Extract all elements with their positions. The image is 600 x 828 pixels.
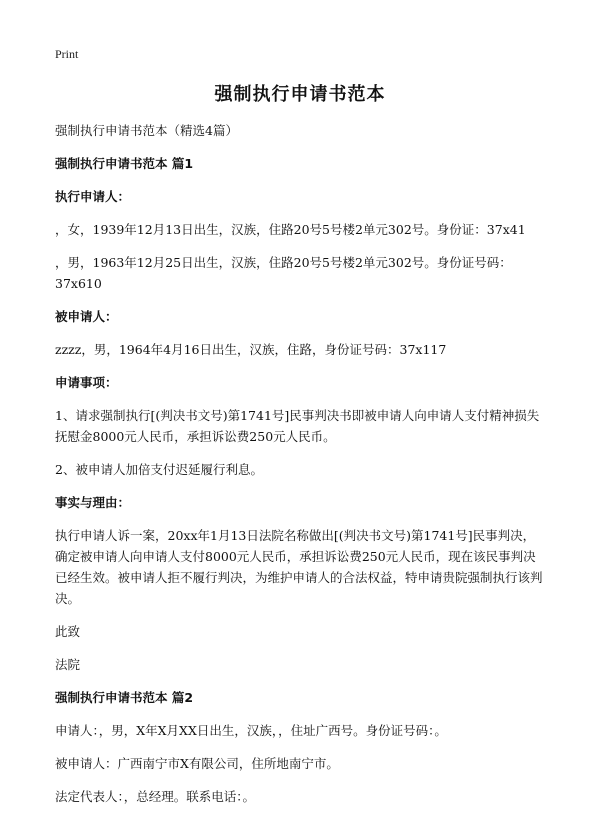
claim-1-text: 1、请求强制执行[(判决书文号)第1741号]民事判决书即被申请人向申请人支付精神损失抚慰金8000元人民币，承担诉讼费250元人民币。 — [55, 408, 540, 444]
applicant-heading: 执行申请人： — [55, 189, 131, 204]
legal-rep-info: 法定代表人：，总经理。联系电话：。 — [55, 789, 256, 804]
respondent-text: zzzz，男，1964年4月16日出生，汉族，住路，身份证号码：37x117 — [55, 342, 447, 357]
facts-heading: 事实与理由： — [55, 495, 131, 510]
section-heading-2: 强制执行申请书范本 篇2 — [55, 690, 194, 705]
print-label: Print — [55, 47, 79, 61]
doc-subtitle: 强制执行申请书范本（精选4篇） — [55, 123, 238, 138]
court-addressee: 法院 — [55, 657, 81, 672]
claim-2-text: 2、被申请人加倍支付迟延履行利息。 — [55, 462, 263, 477]
applicant-2-text: ，男，1963年12月25日出生，汉族，住路20号5号楼2单元302号。身份证号码：37x610 — [55, 255, 512, 291]
page-title: 强制执行申请书范本 — [214, 84, 386, 105]
applicant-2-info: 申请人：，男，X年X月XX日出生，汉族，，住址广西号。身份证号码：。 — [55, 723, 447, 738]
section-heading-1: 强制执行申请书范本 篇1 — [55, 156, 194, 171]
claims-heading: 申请事项： — [55, 375, 118, 390]
respondent-2-info: 被申请人：广西南宁市X有限公司，住所地南宁市。 — [55, 756, 339, 771]
facts-text: 执行申请人诉一案，20xx年1月13日法院名称做出[(判决书文号)第1741号]民事判决，确定被申请人向申请人支付8000元人民币，承担诉讼费250元人民币，现在该民事判决已经生效。被申请人拒不履行判决，为维护申请人的合法权益，特申请贵院强制执行该判决。 — [55, 528, 543, 606]
closing-salutation: 此致 — [55, 624, 81, 639]
applicant-1-text: ，女，1939年12月13日出生，汉族，住路20号5号楼2单元302号。身份证：37x41 — [55, 222, 526, 237]
respondent-heading: 被申请人： — [55, 309, 118, 324]
document-body — [55, 120, 545, 819]
